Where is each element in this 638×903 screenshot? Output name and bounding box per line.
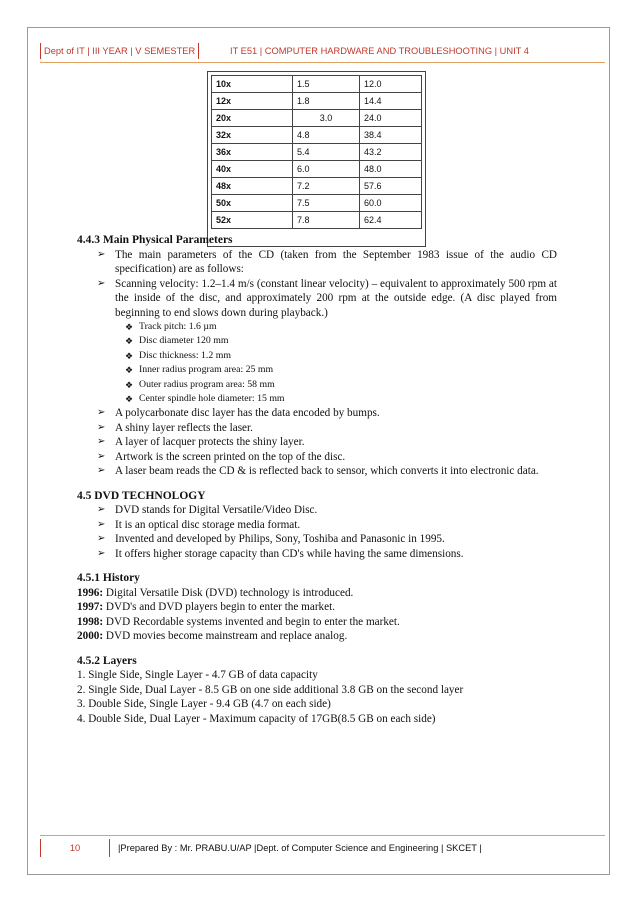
list-item bbox=[97, 277, 557, 321]
diamond-bullet-icon: ❖ bbox=[125, 350, 134, 361]
cd-speed-table bbox=[211, 75, 422, 229]
list-item bbox=[125, 363, 557, 377]
table-cell: 43.2 bbox=[360, 144, 422, 161]
arrow-bullet-icon: ➢ bbox=[97, 407, 106, 419]
list-item bbox=[97, 450, 557, 465]
list-item-text: It offers higher storage capacity than CD's while having the same dimensions. bbox=[115, 547, 464, 560]
list-item-text: A polycarbonate disc layer has the data encoded by bumps. bbox=[115, 407, 380, 420]
list-item bbox=[97, 464, 557, 479]
arrow-bullet-icon: ➢ bbox=[97, 450, 106, 462]
section-heading-451: 4.5.1 History bbox=[77, 572, 140, 585]
list-item-text: A laser beam reads the CD & is reflected back to sensor, which converts it into electronic data. bbox=[115, 465, 539, 478]
list-item bbox=[125, 320, 557, 334]
table-cell: 1.5 bbox=[293, 76, 360, 93]
list-item bbox=[97, 406, 557, 421]
arrow-bullet-icon: ➢ bbox=[97, 465, 106, 477]
history-entry bbox=[77, 586, 557, 601]
table-cell: 62.4 bbox=[360, 212, 422, 229]
list-item-text: Outer radius program area: 58 mm bbox=[139, 378, 275, 390]
table-row bbox=[212, 144, 422, 161]
list-item-text: Inner radius program area: 25 mm bbox=[139, 364, 274, 376]
layer-item: 1. Single Side, Single Layer - 4.7 GB of data capacity bbox=[77, 669, 318, 682]
diamond-bullet-icon: ❖ bbox=[125, 379, 134, 390]
history-text: DVD movies become mainstream and replace analog. bbox=[103, 630, 348, 643]
arrow-bullet-icon: ➢ bbox=[97, 504, 106, 516]
table-cell: 12.0 bbox=[360, 76, 422, 93]
layers-list bbox=[77, 668, 557, 726]
history-list bbox=[77, 586, 557, 644]
list-item bbox=[125, 349, 557, 363]
table-cell: 40x bbox=[212, 161, 293, 178]
list-item-text: A shiny layer reflects the laser. bbox=[115, 421, 253, 434]
arrow-bullet-icon: ➢ bbox=[97, 421, 106, 433]
page-body bbox=[77, 233, 557, 726]
page-footer bbox=[40, 839, 605, 857]
table-cell: 24.0 bbox=[360, 110, 422, 127]
table-row bbox=[212, 161, 422, 178]
table-row bbox=[212, 110, 422, 127]
table-cell: 60.0 bbox=[360, 195, 422, 212]
page-header bbox=[40, 43, 605, 59]
header-dept: Dept of IT | III YEAR | V SEMESTER bbox=[40, 43, 199, 59]
history-entry bbox=[77, 629, 557, 644]
table-cell: 48.0 bbox=[360, 161, 422, 178]
header-course: IT E51 | COMPUTER HARDWARE AND TROUBLESHOOTING | UNIT 4 bbox=[230, 46, 529, 56]
table-cell: 48x bbox=[212, 178, 293, 195]
list-item bbox=[97, 547, 557, 562]
list-item bbox=[97, 518, 557, 533]
list-item-text: Track pitch: 1.6 µm bbox=[139, 321, 217, 332]
arrow-bullet-icon: ➢ bbox=[97, 547, 106, 559]
table-cell: 4.8 bbox=[293, 127, 360, 144]
history-entry bbox=[77, 600, 557, 615]
header-rule bbox=[40, 62, 605, 63]
table-cell: 10x bbox=[212, 76, 293, 93]
list-item-text: DVD stands for Digital Versatile/Video Disc. bbox=[115, 504, 318, 517]
table-cell: 20x bbox=[212, 110, 293, 127]
table-cell: 36x bbox=[212, 144, 293, 161]
list-item bbox=[97, 532, 557, 547]
table-row bbox=[212, 93, 422, 110]
section-heading-452: 4.5.2 Layers bbox=[77, 654, 137, 667]
arrow-bullet-icon: ➢ bbox=[97, 518, 106, 530]
diamond-bullet-icon: ❖ bbox=[125, 336, 134, 347]
list-item-text: Disc thickness: 1.2 mm bbox=[139, 349, 231, 361]
section-heading-45: 4.5 DVD TECHNOLOGY bbox=[77, 489, 206, 502]
list-item-text: Invented and developed by Philips, Sony, Toshiba and Panasonic in 1995. bbox=[115, 533, 445, 546]
table-cell: 50x bbox=[212, 195, 293, 212]
table-row bbox=[212, 178, 422, 195]
list-item-text: Artwork is the screen printed on the top of the disc. bbox=[115, 450, 346, 463]
layer-item: 3. Double Side, Single Layer - 9.4 GB (4.7 on each side) bbox=[77, 698, 331, 711]
table-cell: 57.6 bbox=[360, 178, 422, 195]
dimension-list bbox=[77, 320, 557, 406]
table-cell: 7.2 bbox=[293, 178, 360, 195]
table-cell: 32x bbox=[212, 127, 293, 144]
list-item bbox=[97, 503, 557, 518]
table-row bbox=[212, 127, 422, 144]
list-item bbox=[125, 334, 557, 348]
table-cell: 38.4 bbox=[360, 127, 422, 144]
footer-rule bbox=[40, 835, 605, 836]
arrow-bullet-icon: ➢ bbox=[97, 277, 106, 289]
list-item bbox=[125, 392, 557, 406]
history-text: DVD Recordable systems invented and begin to enter the market. bbox=[103, 615, 400, 628]
list-item-text: Disc diameter 120 mm bbox=[139, 335, 229, 347]
history-year: 1996: bbox=[77, 586, 104, 599]
history-year: 1998: bbox=[77, 615, 104, 628]
table-cell: 3.0 bbox=[293, 110, 360, 127]
diamond-bullet-icon: ❖ bbox=[125, 322, 134, 332]
table-row bbox=[212, 212, 422, 229]
table-cell: 14.4 bbox=[360, 93, 422, 110]
history-text: DVD's and DVD players begin to enter the market. bbox=[103, 601, 336, 614]
history-entry bbox=[77, 615, 557, 630]
section-heading-443: 4.4.3 Main Physical Parameters bbox=[77, 234, 233, 246]
dvd-facts-list bbox=[77, 503, 557, 561]
layer-item: 2. Single Side, Dual Layer - 8.5 GB on one side additional 3.8 GB on the second layer bbox=[77, 683, 464, 696]
table-cell: 7.8 bbox=[293, 212, 360, 229]
table-row bbox=[212, 76, 422, 93]
history-year: 1997: bbox=[77, 601, 104, 614]
list-item bbox=[97, 248, 557, 277]
history-text: Digital Versatile Disk (DVD) technology is introduced. bbox=[103, 586, 354, 599]
list-item-text: Center spindle hole diameter: 15 mm bbox=[139, 393, 285, 405]
diamond-bullet-icon: ❖ bbox=[125, 365, 134, 376]
table-cell: 1.8 bbox=[293, 93, 360, 110]
diamond-bullet-icon: ❖ bbox=[125, 394, 134, 405]
list-item bbox=[97, 435, 557, 450]
list-item-text: It is an optical disc storage media format. bbox=[115, 518, 301, 531]
list-item-text: A layer of lacquer protects the shiny layer. bbox=[115, 436, 305, 449]
list-item bbox=[125, 378, 557, 392]
arrow-bullet-icon: ➢ bbox=[97, 436, 106, 448]
layer-item: 4. Double Side, Dual Layer - Maximum capacity of 17GB(8.5 GB on each side) bbox=[77, 712, 436, 725]
list-item-text: Scanning velocity: 1.2–1.4 m/s (constant linear velocity) – equivalent to approximately 500 rpm at the inside of the disc, and approximately 200 rpm at the outside edge. (A disc played from beginning to end slows down during playback.) bbox=[115, 277, 557, 319]
arrow-bullet-icon: ➢ bbox=[97, 248, 106, 260]
table-row bbox=[212, 195, 422, 212]
list-item bbox=[97, 421, 557, 436]
table-cell: 5.4 bbox=[293, 144, 360, 161]
footer-credit: |Prepared By : Mr. PRABU.U/AP |Dept. of Computer Science and Engineering | SKCET | bbox=[118, 843, 482, 853]
cd-layers-list bbox=[77, 406, 557, 479]
parameters-list bbox=[77, 248, 557, 321]
table-cell: 52x bbox=[212, 212, 293, 229]
table-cell: 7.5 bbox=[293, 195, 360, 212]
history-year: 2000: bbox=[77, 630, 104, 643]
arrow-bullet-icon: ➢ bbox=[97, 533, 106, 545]
table-cell: 6.0 bbox=[293, 161, 360, 178]
page-number: 10 bbox=[40, 839, 110, 857]
list-item-text: The main parameters of the CD (taken from the September 1983 issue of the audio CD specification) are as follows: bbox=[115, 248, 557, 275]
table-cell: 12x bbox=[212, 93, 293, 110]
